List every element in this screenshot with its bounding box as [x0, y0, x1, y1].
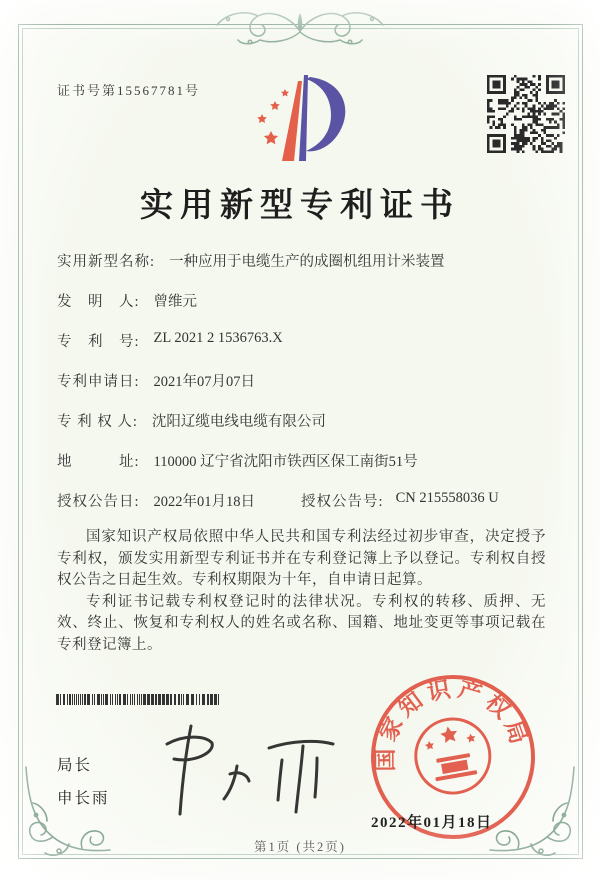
grant-number-value: CN 215558036 U — [395, 490, 499, 506]
signature-handwriting — [133, 716, 351, 824]
field-row — [57, 290, 557, 330]
field-row — [57, 370, 557, 410]
grant-date-value: 2022年01月18日 — [153, 494, 256, 510]
field-row — [57, 450, 557, 490]
field-row — [57, 250, 557, 290]
field-label: 地 址: — [57, 454, 140, 470]
certificate-number: 证书号第15567781号 — [57, 83, 201, 98]
field-label: 专 利 权 人: — [57, 414, 138, 430]
field-label: 发 明 人: — [57, 294, 140, 310]
seal-date: 2022年01月18日 — [371, 815, 493, 831]
field-label: 实用新型名称: — [57, 254, 156, 270]
seal-ring-text: 国家知识产权局 — [372, 675, 534, 772]
field-value: 110000 辽宁省沈阳市铁西区保工南街51号 — [153, 454, 418, 470]
field-value: 沈阳辽缆电线电缆有限公司 — [151, 414, 326, 430]
signatory-name: 申长雨 — [57, 790, 110, 807]
cnipa-logo-icon — [248, 69, 352, 167]
signatory-block — [57, 749, 110, 815]
field-value: ZL 2021 2 1536763.X — [153, 330, 283, 346]
legal-paragraph: 国家知识产权局依照中华人民共和国专利法经过初步审查，决定授予专利权，颁发实用新型专利证书并在专利登记簿上予以登记。专利权自授权公告之日起生效。专利权期限为十年，自申请日起算。 — [57, 529, 546, 588]
page-footer: 第1页 (共2页) — [254, 840, 346, 854]
qr-code-icon — [487, 75, 565, 153]
field-label: 专 利 号: — [57, 334, 140, 350]
legal-paragraph: 专利证书记载专利权登记时的法律状况。专利权的转移、质押、无效、终止、恢复和专利权人的姓名或名称、国籍、地址变更等事项记载在专利登记簿上。 — [57, 593, 546, 653]
field-row — [57, 410, 557, 450]
barcode — [55, 694, 223, 705]
national-emblem-icon — [410, 713, 496, 799]
field-value: 2021年07月07日 — [153, 374, 256, 390]
field-list — [57, 250, 557, 530]
grant-number-label: 授权公告号: — [301, 494, 384, 510]
grant-row — [57, 490, 557, 530]
legal-text — [57, 527, 546, 656]
grant-date-label: 授权公告日: — [57, 494, 140, 510]
field-label: 专利申请日: — [57, 374, 140, 390]
top-flourish-ornament — [200, 1, 400, 55]
signatory-title: 局长 — [57, 757, 93, 774]
page-title: 实用新型专利证书 — [140, 188, 460, 224]
field-value: 曾维元 — [153, 294, 198, 310]
field-value: 一种应用于电缆生产的成圈机组用计米装置 — [169, 254, 445, 270]
field-row — [57, 330, 557, 370]
